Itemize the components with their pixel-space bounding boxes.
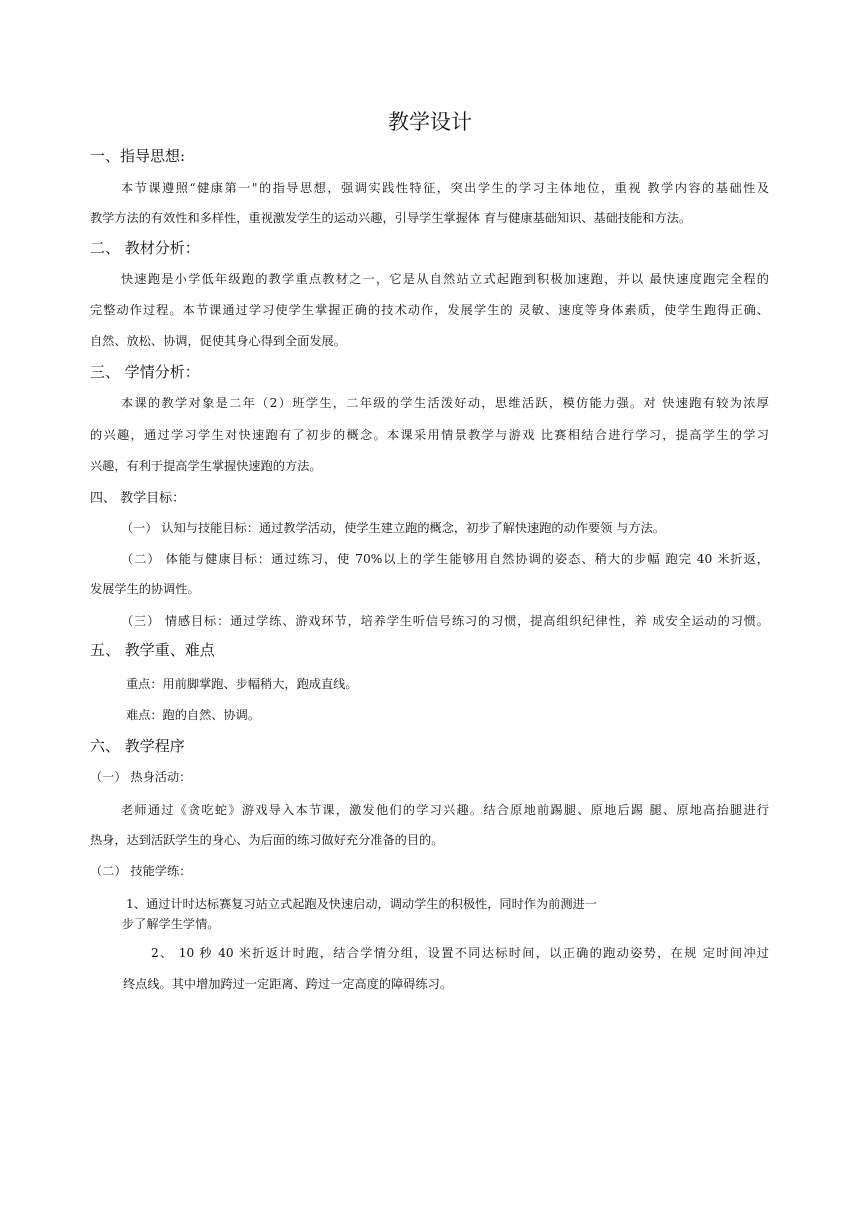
objective-line: 发展学生的协调性。 [90, 582, 200, 596]
procedure-line: 步了解学生学情。 [122, 917, 220, 931]
section-heading-key-points: 五、 教学重、难点 [90, 641, 215, 659]
objective-line: （三） 情感目标：通过学练、游戏环节，培养学生听信号练习的习惯，提高组织纪律性，养 成安全运动的习惯。 [121, 614, 769, 628]
section-heading-learner-analysis: 三、 学情分析： [90, 363, 200, 381]
paragraph-line: 兴趣，有利于提高学生掌握快速跑的方法。 [90, 459, 322, 473]
procedure-line: 2、 10 秒 40 米折返计时跑，结合学情分组，设置不同达标时间，以正确的跑动姿势，在规 定时间冲过 [151, 946, 769, 960]
procedure-line: 1、通过计时达标赛复习站立式起跑及快速启动，调动学生的积极性，同时作为前测进一 [126, 897, 597, 911]
objective-line: （二） 体能与健康目标：通过练习，使 70%以上的学生能够用自然协调的姿态、稍大的步幅 跑完 40 米折返， [121, 552, 769, 566]
objective-line: （一） 认知与技能目标：通过教学活动，使学生建立跑的概念，初步了解快速跑的动作要领 与方法。 [121, 521, 665, 535]
section-heading-guiding-ideology: 一、指导思想: [90, 147, 186, 165]
paragraph-line: 完整动作过程。本节课通过学习使学生掌握正确的技术动作，发展学生的 灵敏、速度等身体素质，使学生跑得正确、 [90, 303, 769, 317]
section-heading-teaching-procedure: 六、 教学程序 [90, 737, 185, 755]
paragraph-line: 的兴趣，通过学习学生对快速跑有了初步的概念。本课采用情景教学与游戏 比赛相结合进行学习，提高学生的学习 [90, 428, 769, 442]
paragraph-line: 热身，达到活跃学生的身心、为后面的练习做好充分准备的目的。 [90, 833, 444, 847]
paragraph-line: 本节课遵照“健康第一"的指导思想，强调实践性特征，突出学生的学习主体地位，重视 教学内容的基础性及 [121, 181, 769, 195]
section-heading-material-analysis: 二、 教材分析： [90, 239, 200, 257]
page-title: 教学设计 [388, 110, 472, 134]
key-point-line: 重点：用前脚掌跑、步幅稍大，跑成直线。 [126, 677, 358, 691]
paragraph-line: 快速跑是小学低年级跑的教学重点教材之一，它是从自然站立式起跑到积极加速跑，并以 最快速度跑完全程的 [121, 272, 769, 286]
paragraph-line: 教学方法的有效性和多样性，重视激发学生的运动兴趣，引导学生掌握体 育与健康基础知识、基础技能和方法。 [90, 211, 692, 225]
procedure-line: 终点线。其中增加跨过一定距离、跨过一定高度的障碍练习。 [123, 977, 453, 991]
paragraph-line: 自然、放松、协调，促使其身心得到全面发展。 [90, 334, 346, 348]
paragraph-line: 本课的教学对象是二年（2）班学生，二年级的学生活泼好动，思维活跃，模仿能力强。对 快速跑有较为浓厚 [121, 396, 769, 410]
subsection-heading-warm-up: （一） 热身活动： [90, 770, 192, 784]
paragraph-line: 老师通过《贪吃蛇》游戏导入本节课，激发他们的学习兴趣。结合原地前踢腿、原地后踢 腿、原地高抬腿进行 [121, 803, 769, 817]
difficulty-line: 难点：跑的自然、协调。 [126, 708, 261, 722]
section-heading-teaching-objectives: 四、 教学目标： [90, 491, 186, 506]
subsection-heading-skill-practice: （二） 技能学练： [90, 864, 192, 878]
